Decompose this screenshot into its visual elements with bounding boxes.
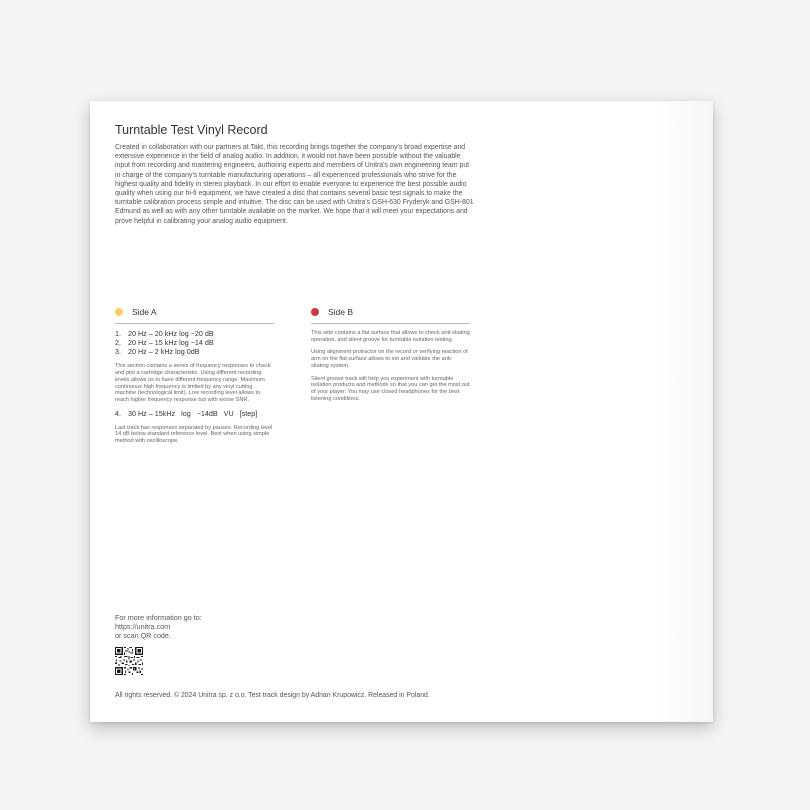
side-b-header bbox=[311, 306, 470, 318]
qr-code-icon[interactable] bbox=[115, 647, 143, 675]
track-number: 4. bbox=[115, 408, 121, 418]
copyright-notice: All rights reserved. © 2024 Unitra sp. z o.o. Test track design by Adrian Krupowicz. Released in Poland. bbox=[115, 692, 430, 699]
track-text: 30 Hz – 15kHz log −14dB VU [step] bbox=[128, 408, 258, 418]
track-item bbox=[115, 348, 274, 357]
divider bbox=[115, 323, 274, 324]
side-b-section bbox=[311, 306, 470, 408]
track-text: 20 Hz – 20 kHz log −20 dB bbox=[128, 329, 214, 338]
side-a-description: This section contains a series of frequency responses to check and plot a cartridge characteristic. Using different recording levels allows us to have different frequency range. Maximum continuous high frequency is limited by any vinyl cutting machine (technological limit). Low recording level allows to reach higher frequency response but with worse SNR. bbox=[115, 363, 271, 403]
side-a-title: Side A bbox=[132, 307, 157, 317]
side-a-section bbox=[115, 306, 274, 445]
side-a-note: Last track has responses separated by pauses. Recording level 14 dB below standard reference level. Best when using simple method with oscilloscope. bbox=[115, 424, 273, 445]
track-text: 20 Hz – 15 kHz log −14 dB bbox=[128, 337, 214, 347]
track-number: 2. bbox=[115, 337, 121, 347]
website-link[interactable]: https://unitra.com bbox=[115, 621, 171, 631]
side-b-title: Side B bbox=[328, 307, 354, 317]
track-text: 20 Hz – 2 kHz log 0dB bbox=[128, 346, 200, 356]
side-a-header bbox=[115, 306, 274, 318]
yellow-dot-icon bbox=[115, 308, 123, 316]
side-b-paragraph: This side contains a flat surface that allows to check anti-skating operation, and silent groove for turntable isolation testing. bbox=[311, 330, 470, 343]
divider bbox=[311, 323, 470, 324]
more-info bbox=[115, 614, 202, 640]
more-info-label: For more information go to: bbox=[115, 613, 202, 622]
side-b-paragraph: Silent groove track will help you experiment with turntable isolation products and methods so that you can get the most out of your player. You may use closed headphones for the best listening conditions. bbox=[311, 375, 470, 402]
track-item bbox=[115, 409, 274, 418]
side-a-track-list bbox=[115, 330, 274, 356]
track-number: 3. bbox=[115, 346, 121, 356]
intro-paragraph: Created in collaboration with our partners at Takt, this recording brings together the company's broad expertise and extensive experience in the field of analog audio. In addition, it would not have been possible without the valuable input from recording and mastering engineers, authoring experts and members of Unitra's own engineering team put in charge of the company's turntable manufacturing operations – all experienced professionals who strive for the highest quality and fidelity in stereo playback. In our effort to enable everyone to experience the best possible audio quality when using our hi-fi equipment, we have created a disc that contains several basic test signals to make the turntable calibration process simple and intuitive. The disc can be used with Unitra's GSH-630 Fryderyk and GSH-801 Edmund as well as with any other turntable available on the market. We hope that it will meet your expectations and prove helpful in calibrating your analog audio equipment. bbox=[115, 144, 474, 225]
side-b-text bbox=[311, 330, 470, 402]
page-title: Turntable Test Vinyl Record bbox=[115, 123, 268, 137]
track-number: 1. bbox=[115, 329, 121, 338]
side-b-paragraph: Using alignment protractor on the record or verifying reaction of arm on the flat surface allows to set and validate the anti-skating system. bbox=[311, 349, 468, 369]
qr-hint: or scan QR code. bbox=[115, 630, 171, 640]
record-sleeve bbox=[90, 101, 713, 722]
red-dot-icon bbox=[311, 308, 319, 316]
